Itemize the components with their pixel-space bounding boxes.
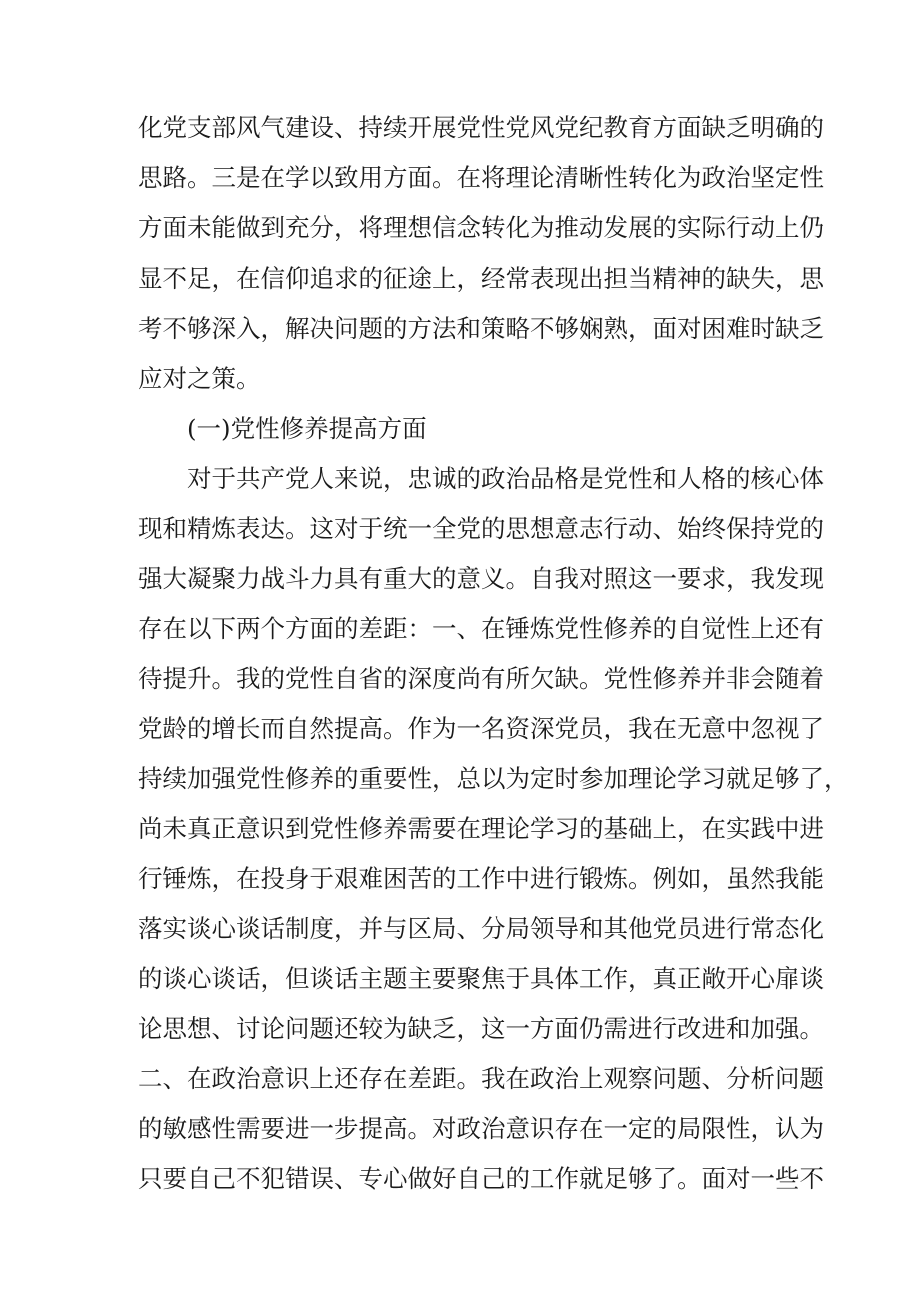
body-text-line: 党龄的增长而自然提高。作为一名资深党员，我在无意中忽视了 (138, 714, 824, 743)
body-text-line: 思路。三是在学以致用方面。在将理论清晰性转化为政治坚定性 (138, 163, 824, 192)
body-text-line: 考不够深入，解决问题的方法和策略不够娴熟，面对困难时缺乏 (138, 314, 824, 343)
body-text-line: 对于共产党人来说，忠诚的政治品格是党性和人格的核心体 (187, 464, 824, 493)
body-text-line: 论思想、讨论问题还较为缺乏，这一方面仍需进行改进和加强。 (138, 1014, 824, 1043)
body-text-line: 强大凝聚力战斗力具有重大的意义。自我对照这一要求，我发现 (138, 564, 824, 593)
body-text-line: 只要自己不犯错误、专心做好自己的工作就足够了。面对一些不 (138, 1164, 824, 1193)
body-text-line: 方面未能做到充分，将理想信念转化为推动发展的实际行动上仍 (138, 213, 824, 242)
body-text-line: 持续加强党性修养的重要性，总以为定时参加理论学习就足够了， (138, 764, 849, 793)
body-text-line: 落实谈心谈话制度，并与区局、分局领导和其他党员进行常态化 (138, 914, 824, 943)
body-text-line: 尚未真正意识到党性修养需要在理论学习的基础上，在实践中进 (138, 814, 824, 843)
body-text-line: 待提升。我的党性自省的深度尚有所欠缺。党性修养并非会随着 (138, 664, 824, 693)
body-text-line: 应对之策。 (138, 364, 261, 393)
body-text-line: 存在以下两个方面的差距：一、在锤炼党性修养的自觉性上还有 (138, 614, 824, 643)
body-text-line: 现和精炼表达。这对于统一全党的思想意志行动、始终保持党的 (138, 514, 824, 543)
section-heading: (一)党性修养提高方面 (187, 414, 427, 443)
body-text-line: 的敏感性需要进一步提高。对政治意识存在一定的局限性，认为 (138, 1114, 824, 1143)
body-text-line: 化党支部风气建设、持续开展党性党风党纪教育方面缺乏明确的 (138, 113, 824, 142)
body-text-line: 二、在政治意识上还存在差距。我在政治上观察问题、分析问题 (138, 1064, 824, 1093)
body-text-line: 行锤炼，在投身于艰难困苦的工作中进行锻炼。例如，虽然我能 (138, 864, 824, 893)
body-text-line: 显不足，在信仰追求的征途上，经常表现出担当精神的缺失，思 (138, 264, 824, 293)
body-text-line: 的谈心谈话，但谈话主题主要聚焦于具体工作，真正敞开心扉谈 (138, 964, 824, 993)
